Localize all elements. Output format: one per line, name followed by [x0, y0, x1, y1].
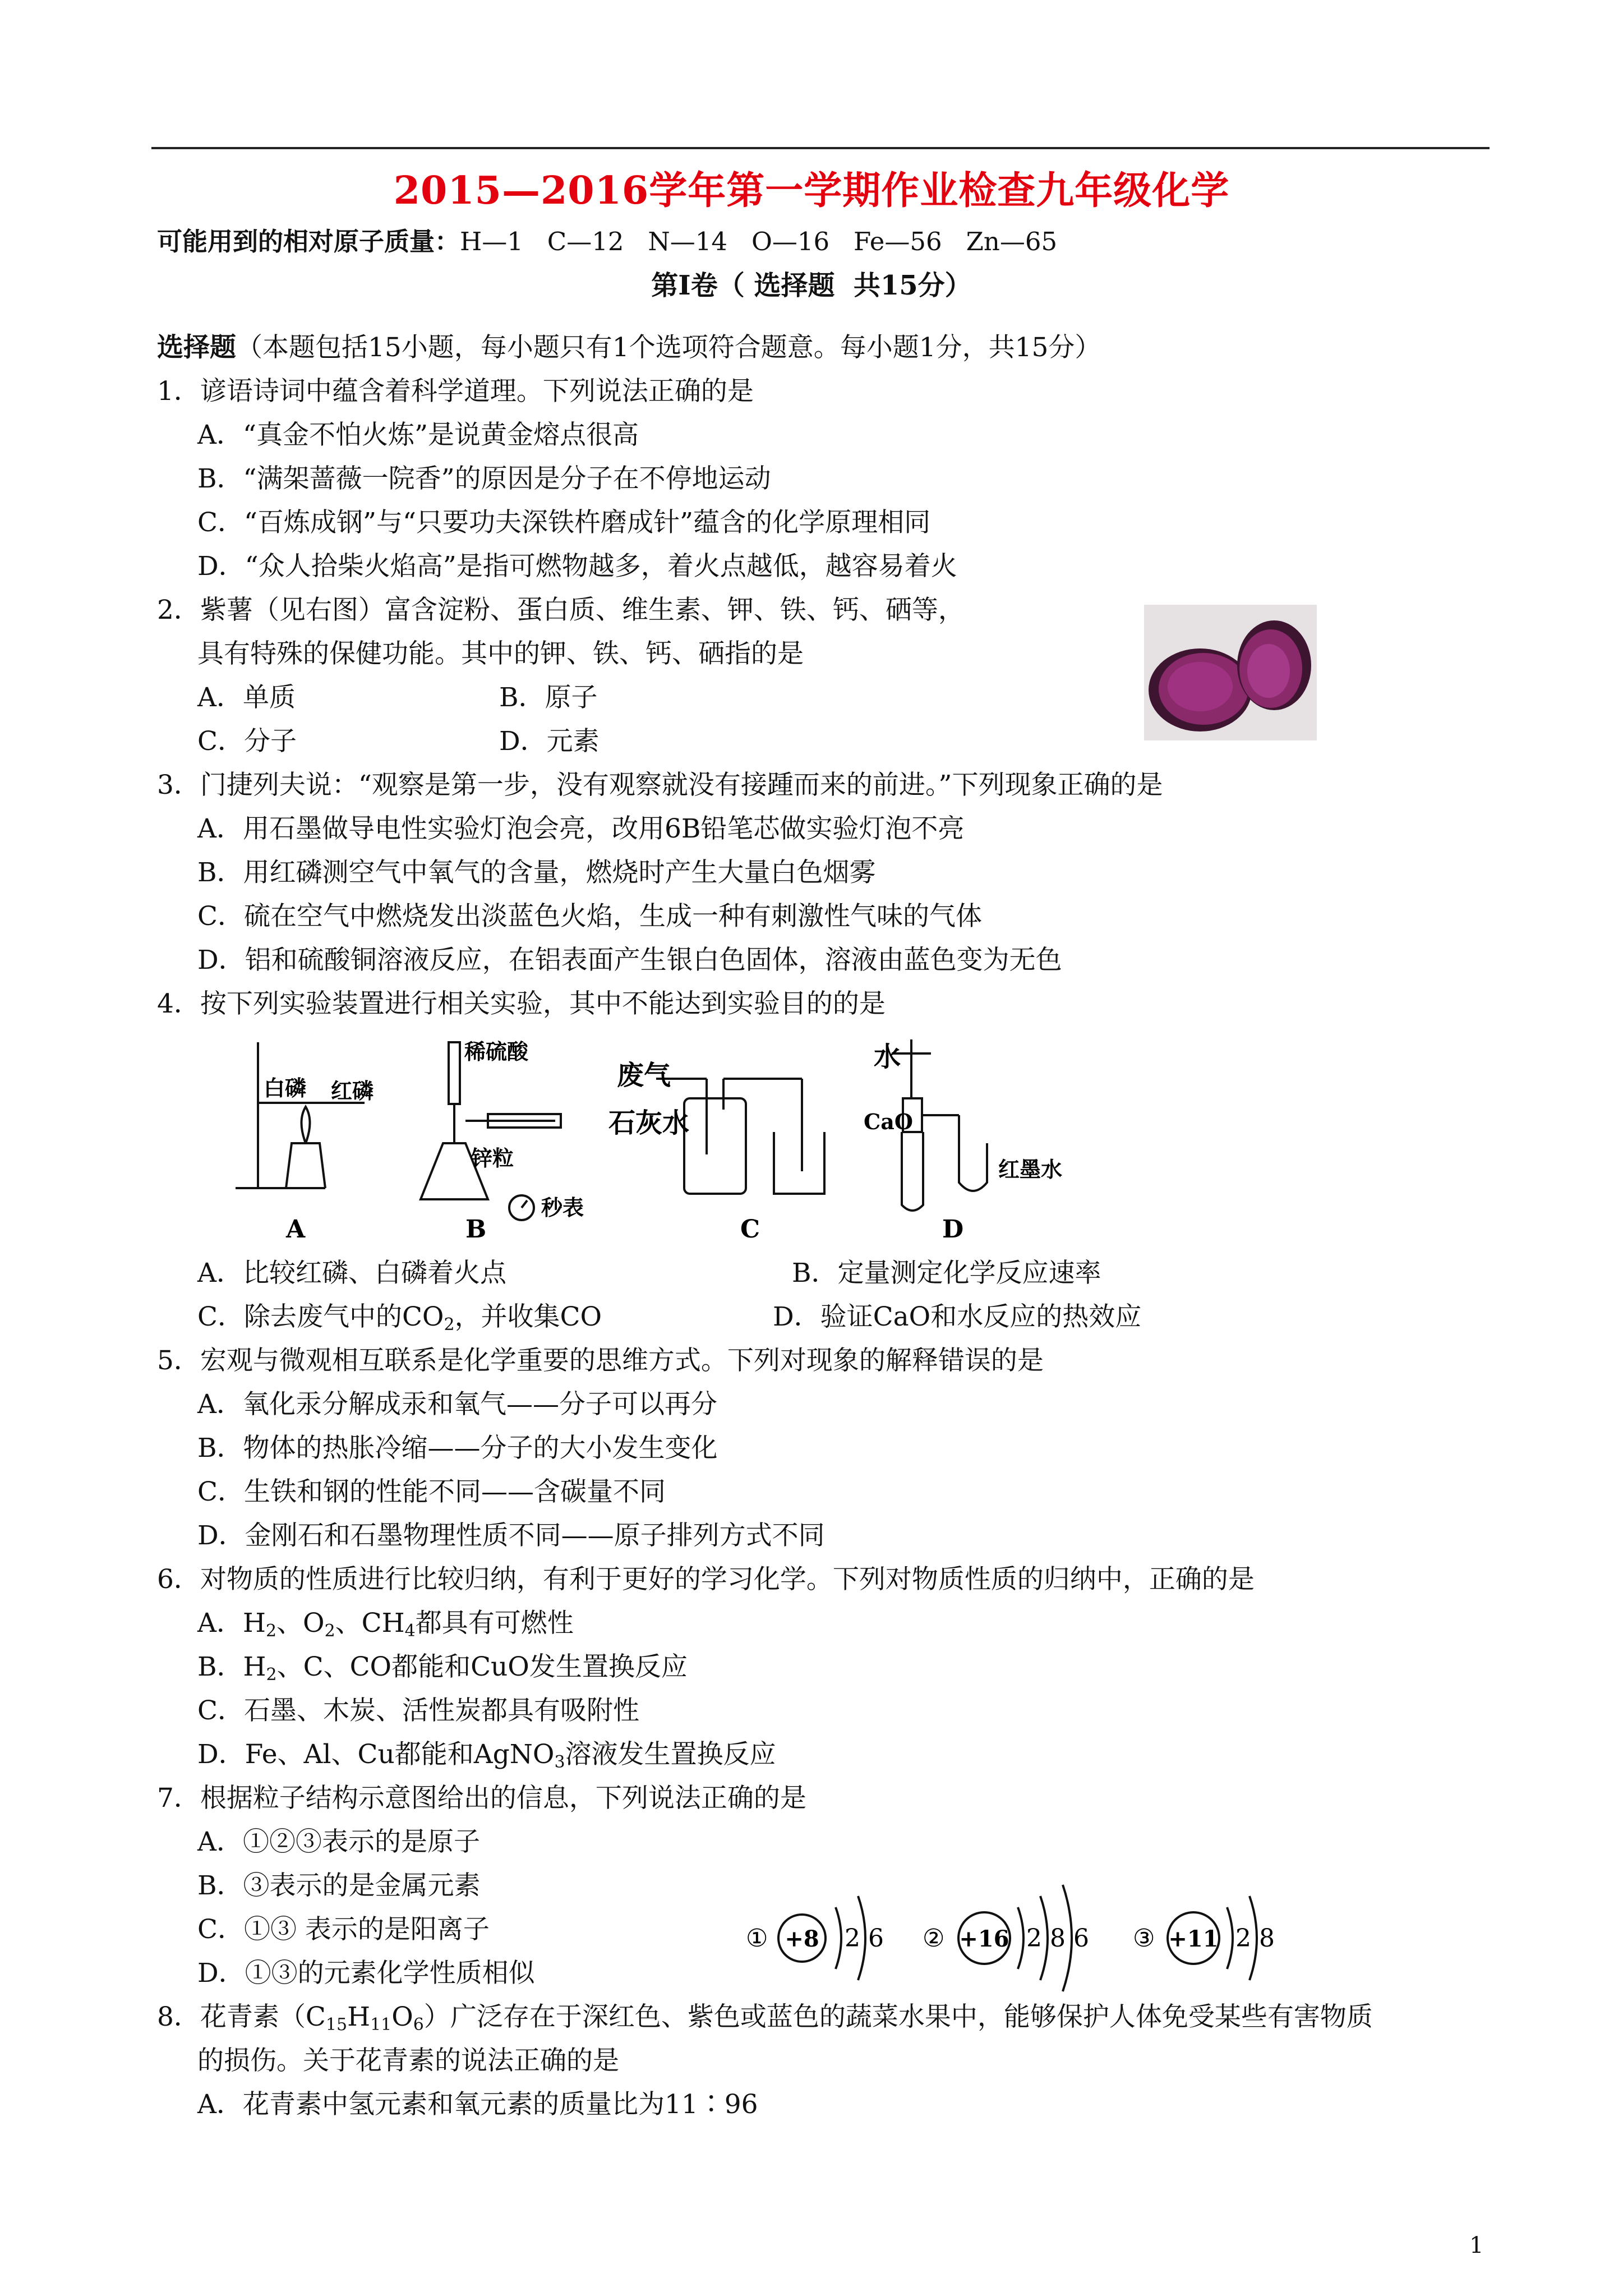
question-7-option-d: D．①③的元素化学性质相似 — [197, 1958, 535, 1989]
structure-3-mark: ③ — [1133, 1924, 1155, 1953]
question-2-option-c: C．分子 — [197, 726, 297, 757]
atomic-mass-line — [157, 221, 1057, 257]
question-4-option-c: C．除去废气中的$CO_2$，并收集CO — [197, 1301, 602, 1335]
question-5-option-a: A．氧化汞分解成汞和氧气——分子可以再分 — [197, 1389, 717, 1420]
question-8-stem-line2: 的损伤。关于花青素的说法正确的是 — [197, 2045, 619, 2076]
question-1-option-b: B．“满架蔷薇一院香”的原因是分子在不停地运动 — [197, 463, 771, 494]
question-2-option-d: D．元素 — [499, 726, 600, 757]
label-water: 水 — [874, 1041, 901, 1073]
label-cao: CaO — [864, 1109, 913, 1134]
question-8-option-a: A．花青素中氢元素和氧元素的质量比为11∶96 — [197, 2089, 758, 2120]
experiment-apparatus-figure — [219, 1037, 1200, 1239]
apparatus-letter-d: D — [942, 1215, 964, 1239]
question-2-option-a: A．单质 — [197, 682, 296, 713]
header-rule — [151, 147, 1490, 149]
question-6-option-d: D．Fe、Al、Cu都能和AgNO$_3$溶液发生置换反应 — [197, 1739, 776, 1772]
label-dilute-sulfuric-acid: 稀硫酸 — [464, 1039, 529, 1064]
question-3-stem: 3．门捷列夫说：“观察是第一步，没有观察就没有接踵而来的前进。”下列现象正确的是 — [157, 770, 1163, 800]
section-heading: 第Ⅰ卷（ 选择题 共15分） — [651, 270, 972, 301]
instructions-label: 选择题 — [157, 332, 236, 363]
structure-1-nucleus: +8 — [785, 1926, 819, 1952]
question-5-stem: 5．宏观与微观相互联系是化学重要的思维方式。下列对现象的解释错误的是 — [157, 1345, 1044, 1376]
question-6-option-c: C．石墨、木炭、活性炭都具有吸附性 — [197, 1695, 639, 1726]
purple-sweet-potato-image — [1144, 605, 1317, 740]
question-3-option-d: D．铝和硫酸铜溶液反应，在铝表面产生银白色固体，溶液由蓝色变为无色 — [197, 945, 1062, 976]
question-6-option-b: B．$H_2$、C、CO都能和CuO发生置换反应 — [197, 1651, 688, 1685]
question-2-stem-line2: 具有特殊的保健功能。其中的钾、铁、钙、硒指的是 — [197, 638, 804, 669]
question-3-option-a: A．用石墨做导电性实验灯泡会亮，改用6B铅笔芯做实验灯泡不亮 — [197, 813, 965, 844]
question-8-stem: 8．花青素$(C_{15}H_{11}O_6)$广泛存在于深红色、紫色或蓝色的蔬菜水果中，能够保护人体免受某些有害物质 — [157, 2001, 1373, 2035]
apparatus-letter-c: C — [740, 1215, 760, 1239]
apparatus-letter-b: B — [465, 1215, 487, 1239]
question-6-stem: 6．对物质的性质进行比较归纳，有利于更好的学习化学。下列对物质性质的归纳中，正确的是 — [157, 1564, 1255, 1595]
label-white-phosphorus: 白磷 — [264, 1075, 307, 1101]
instructions-text: （本题包括15小题，每小题只有1个选项符合题意。每小题1分，共15分） — [236, 332, 1101, 363]
label-waste-gas: 废气 — [617, 1060, 671, 1091]
question-7-option-b: B．③表示的是金属元素 — [197, 1870, 481, 1901]
label-limewater: 石灰水 — [608, 1107, 690, 1139]
atomic-mass-values: H—1 C—12 N—14 O—16 Fe—56 Zn—65 — [460, 227, 1058, 256]
apparatus-letter-a: A — [286, 1215, 306, 1239]
atomic-mass-label: 可能用到的相对原子质量： — [157, 227, 460, 256]
structure-3-nucleus: +11 — [1168, 1926, 1219, 1952]
label-zinc-granules: 锌粒 — [471, 1145, 514, 1171]
label-red-ink: 红墨水 — [998, 1157, 1063, 1182]
question-2-stem: 2．紫薯（见右图）富含淀粉、蛋白质、维生素、钾、铁、钙、硒等， — [157, 595, 965, 625]
structure-1-shells: 2 6 — [845, 1924, 884, 1953]
label-red-phosphorus: 红磷 — [331, 1078, 374, 1103]
question-1-stem: 1．谚语诗词中蕴含着科学道理。下列说法正确的是 — [157, 376, 754, 407]
page-number: 1 — [1469, 2233, 1484, 2258]
structure-2-shells: 2 8 6 — [1026, 1924, 1089, 1953]
question-4-option-b: B．定量测定化学反应速率 — [792, 1258, 1101, 1289]
question-7-option-a: A．①②③表示的是原子 — [197, 1826, 480, 1857]
structure-3-shells: 2 8 — [1235, 1924, 1275, 1953]
instructions — [157, 331, 1101, 365]
question-7-stem: 7．根据粒子结构示意图给出的信息，下列说法正确的是 — [157, 1783, 806, 1814]
question-5-option-b: B．物体的热胀冷缩——分子的大小发生变化 — [197, 1433, 718, 1464]
structure-2-nucleus: +16 — [959, 1926, 1009, 1952]
question-1-option-c: C．“百炼成钢”与“只要功夫深铁杵磨成针”蕴含的化学原理相同 — [197, 507, 931, 538]
question-3-option-b: B．用红磷测空气中氧气的含量，燃烧时产生大量白色烟雾 — [197, 857, 876, 888]
question-4-stem: 4．按下列实验装置进行相关实验，其中不能达到实验目的的是 — [157, 988, 886, 1019]
label-stopwatch: 秒表 — [541, 1195, 584, 1220]
structure-2-mark: ② — [923, 1924, 945, 1953]
question-5-option-c: C．生铁和钢的性能不同——含碳量不同 — [197, 1476, 666, 1507]
structure-1-mark: ① — [746, 1924, 768, 1953]
question-1-option-d: D．“众人拾柴火焰高”是指可燃物越多，着火点越低，越容易着火 — [197, 551, 957, 582]
question-6-option-a: A．$H_2$、$O_2$、$CH_4$都具有可燃性 — [197, 1608, 574, 1641]
question-5-option-d: D．金刚石和石墨物理性质不同——原子排列方式不同 — [197, 1520, 825, 1551]
particle-structure-diagram — [740, 1874, 1279, 2003]
question-7-option-c: C．①③ 表示的是阳离子 — [197, 1914, 490, 1945]
question-1-option-a: A．“真金不怕火炼”是说黄金熔点很高 — [197, 420, 639, 450]
question-4-option-a: A．比较红磷、白磷着火点 — [197, 1258, 506, 1289]
exam-title: 2015—2016学年第一学期作业检查九年级化学 — [393, 168, 1230, 213]
question-4-option-d: D．验证CaO和水反应的热效应 — [773, 1301, 1142, 1332]
question-3-option-c: C．硫在空气中燃烧发出淡蓝色火焰，生成一种有刺激性气味的气体 — [197, 901, 982, 932]
question-2-option-b: B．原子 — [499, 682, 598, 713]
